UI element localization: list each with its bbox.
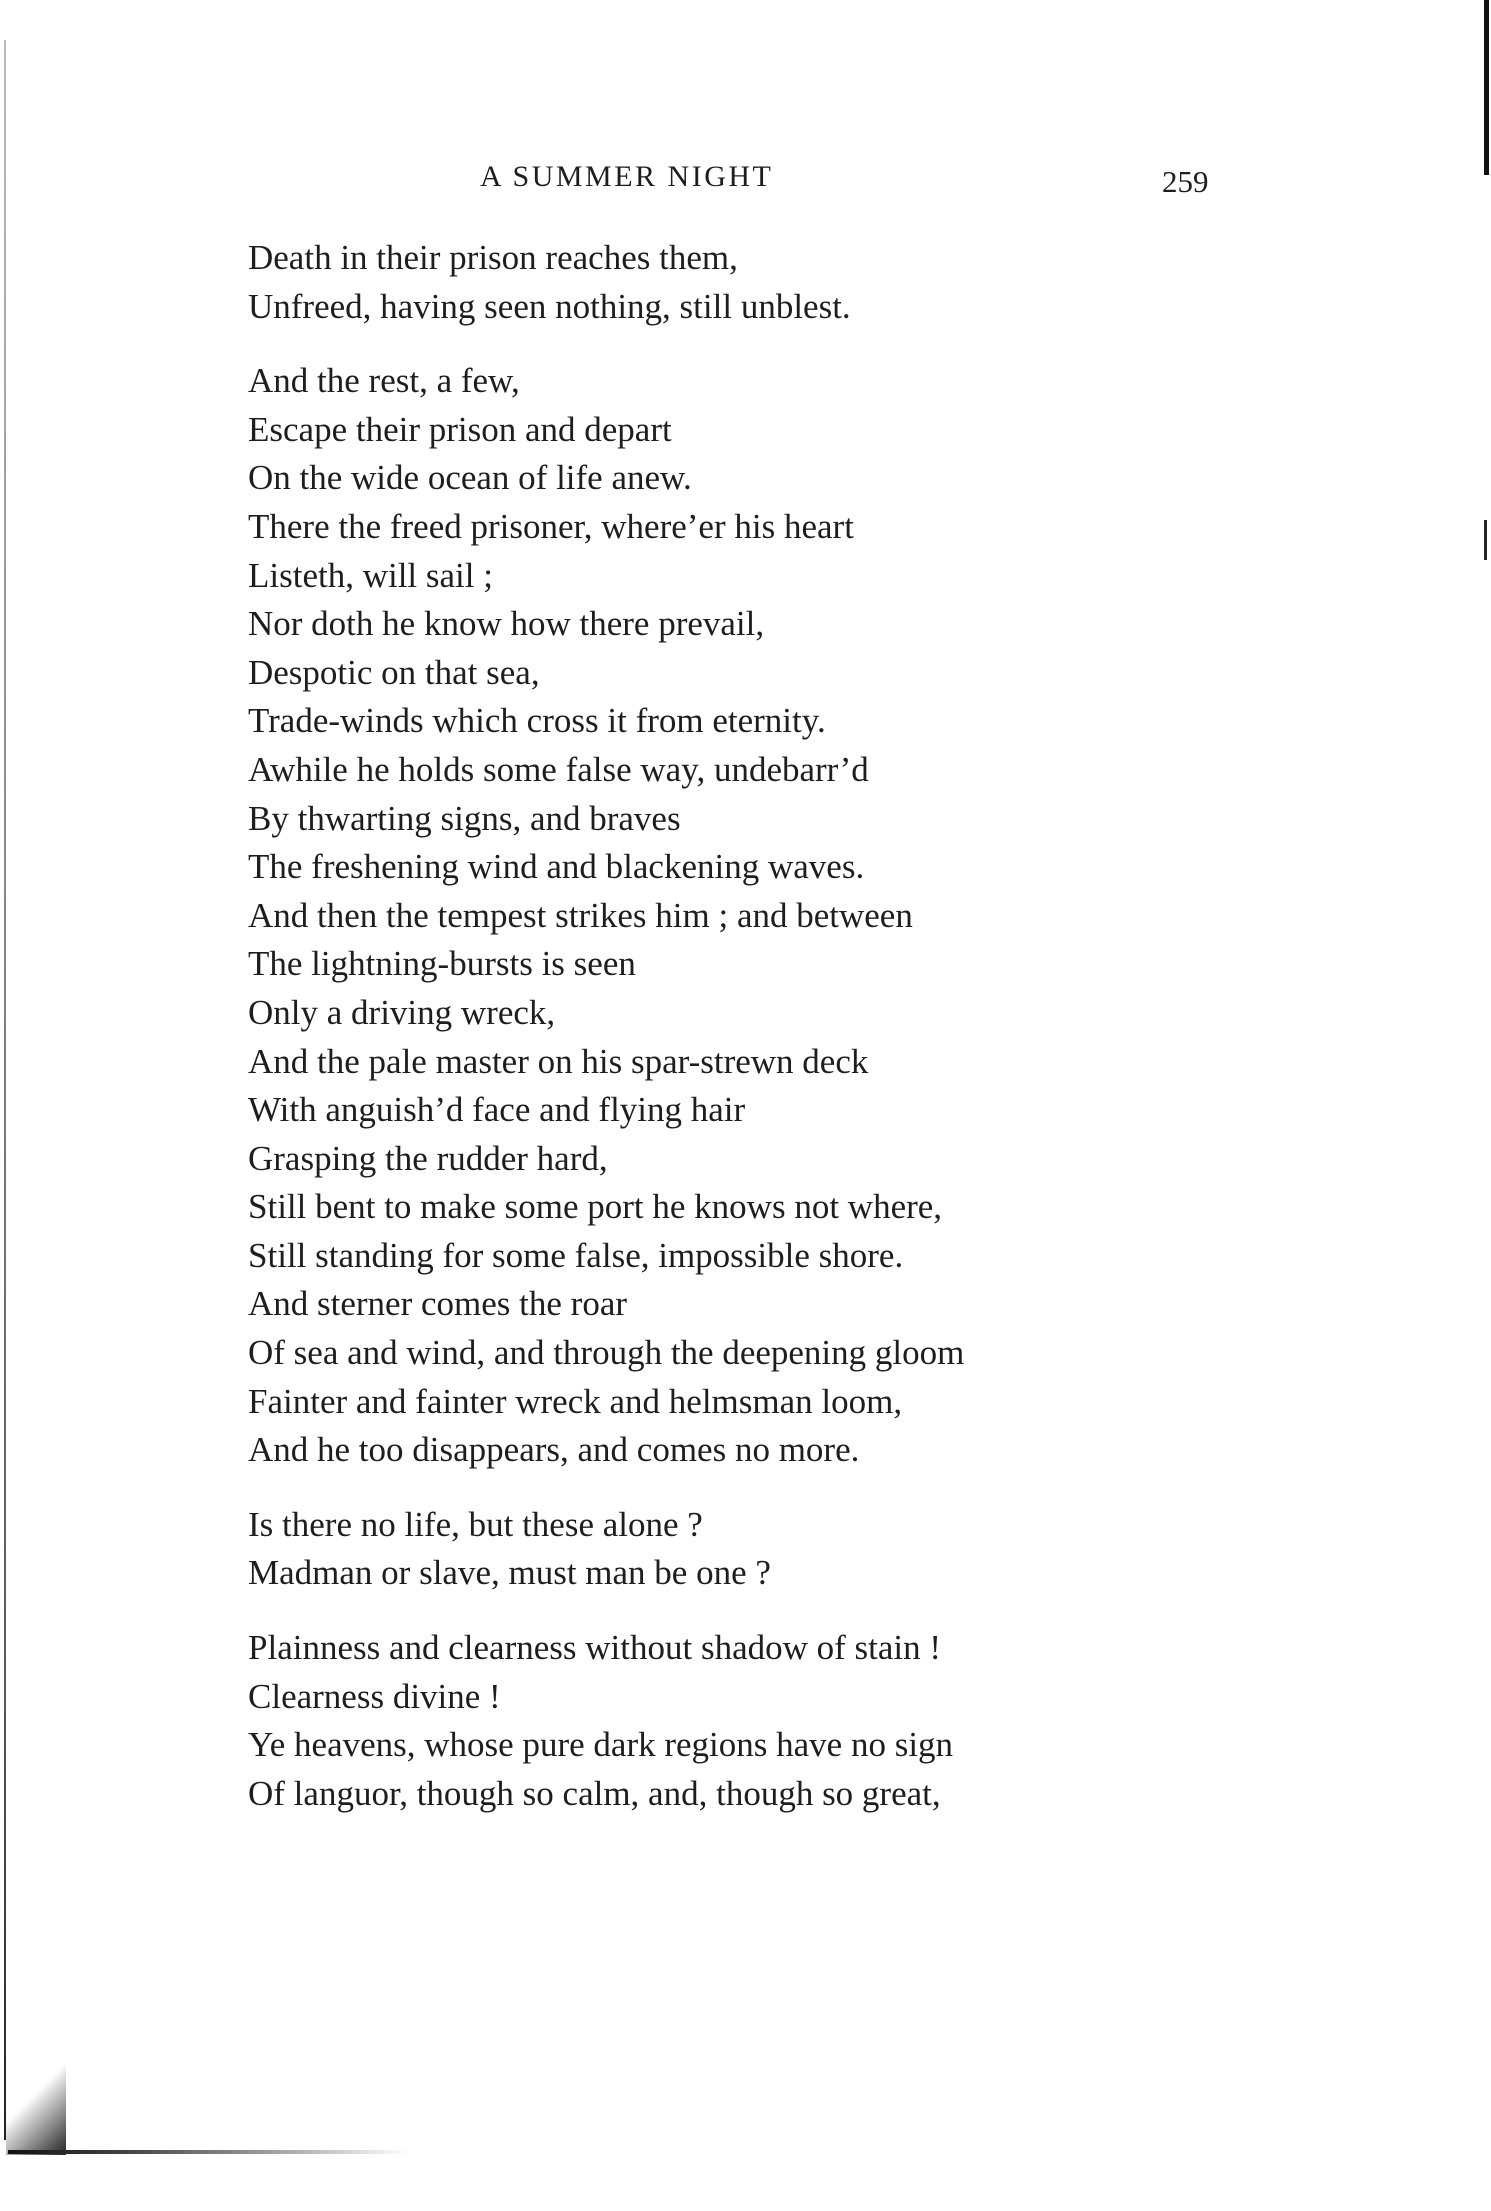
poem-line: Only a driving wreck,	[248, 992, 556, 1032]
scan-edge-left	[4, 40, 6, 2140]
poem-line: The freshening wind and blackening waves.	[248, 847, 865, 887]
poem-line: Grasping the rudder hard,	[248, 1138, 608, 1178]
poem-line: Plainness and clearness without shadow of stain !	[248, 1628, 942, 1668]
poem-line: The lightning-bursts is seen	[248, 944, 636, 984]
scan-edge-right	[1484, 0, 1489, 175]
poem-line: Nor doth he know how there prevail,	[248, 604, 765, 644]
poem-line: Awhile he holds some false way, undebarr’d	[248, 749, 869, 789]
poem-line: Clearness divine !	[248, 1676, 501, 1716]
poem-line: Of languor, though so calm, and, though so great,	[248, 1773, 941, 1813]
poem-line: Still standing for some false, impossible shore.	[248, 1235, 904, 1275]
stanza-gap	[248, 1598, 1448, 1624]
scan-corner-shadow	[6, 2060, 66, 2155]
poem-line: And sterner comes the roar	[248, 1284, 628, 1324]
poem-line: Madman or slave, must man be one ?	[248, 1553, 771, 1593]
poem-line: And then the tempest strikes him ; and between	[248, 895, 913, 935]
stanza	[248, 1624, 1448, 1818]
stanza	[248, 1501, 1448, 1598]
poem-line: Despotic on that sea,	[248, 652, 540, 692]
poem-line: By thwarting signs, and braves	[248, 798, 681, 838]
poem-line: There the freed prisoner, where’er his heart	[248, 506, 854, 546]
poem-body	[248, 234, 1448, 1818]
poem-line: Is there no life, but these alone ?	[248, 1504, 703, 1544]
stanza	[248, 357, 1448, 1475]
poem-line: And the pale master on his spar-strewn deck	[248, 1041, 869, 1081]
poem-line: And the rest, a few,	[248, 361, 520, 401]
poem-line: Still bent to make some port he knows not where,	[248, 1187, 943, 1227]
poem-line: Fainter and fainter wreck and helmsman loom,	[248, 1381, 903, 1421]
scan-bottom-edge	[8, 2150, 408, 2154]
stanza-gap	[248, 1475, 1448, 1501]
running-title: A SUMMER NIGHT	[480, 160, 774, 193]
stanza	[248, 234, 1448, 331]
poem-line: With anguish’d face and flying hair	[248, 1090, 746, 1130]
poem-line: Of sea and wind, and through the deepening gloom	[248, 1333, 965, 1373]
stanza-gap	[248, 331, 1448, 357]
poem-line: Trade-winds which cross it from eternity.	[248, 701, 826, 741]
poem-line: Death in their prison reaches them,	[248, 238, 738, 277]
page-number: 259	[1162, 164, 1209, 199]
poem-line: On the wide ocean of life anew.	[248, 458, 692, 498]
poem-line: And he too disappears, and comes no more.	[248, 1430, 860, 1470]
poem-line: Ye heavens, whose pure dark regions have no sign	[248, 1725, 954, 1765]
poem-line: Escape their prison and depart	[248, 409, 672, 449]
poem-line: Listeth, will sail ;	[248, 555, 493, 595]
poem-line: Unfreed, having seen nothing, still unblest.	[248, 286, 851, 326]
scan-edge-mark	[1484, 520, 1487, 560]
